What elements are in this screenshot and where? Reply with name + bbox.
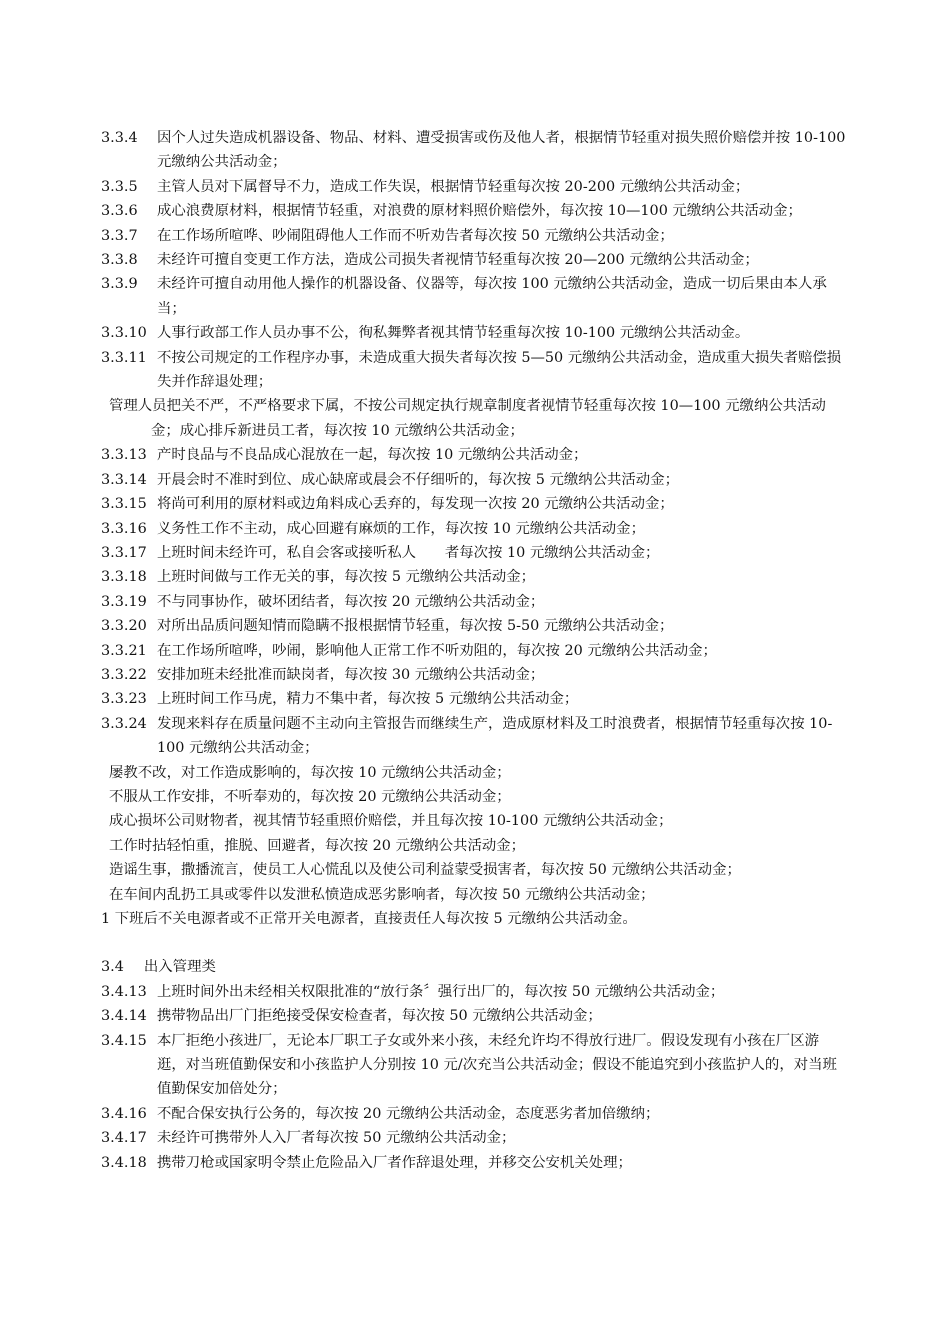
section-number: 3.4 — [101, 959, 124, 976]
clause-number: 3.3.16 — [101, 520, 147, 537]
clause-item — [0, 1102, 950, 1126]
clause-item — [0, 224, 950, 248]
clause-text: 不与同事协作，破坏团结者，每次按 20 元缴纳公共活动金； — [157, 593, 545, 610]
clause-item — [0, 639, 950, 663]
clause-item — [0, 492, 950, 516]
clause-text: 义务性工作不主动，成心回避有麻烦的工作，每次按 10 元缴纳公共活动金； — [157, 520, 645, 537]
clause-number: 3.4.18 — [101, 1154, 147, 1171]
clause-item — [0, 199, 950, 223]
clause-text: 将尚可利用的原材料或边角料成心丢弃的，每发现一次按 20 元缴纳公共活动金； — [157, 496, 674, 513]
clause-item — [0, 321, 950, 345]
unnumbered-clause: 在车间内乱扔工具或零件以发泄私愤造成恶劣影响者，每次按 50 元缴纳公共活动金； — [109, 886, 655, 903]
clause-text: 本厂拒绝小孩进厂，无论本厂职工子女或外来小孩，未经允许均不得放行进厂。假设发现有小孩在厂区游逛，对当班值勤保安和小孩监护人分别按 10 元/次充当公共活动金；假设不能追究到小孩监护人的，对当班值勤保安加倍处分； — [157, 1032, 837, 1098]
clause-number: 3.3.10 — [101, 325, 147, 342]
clause-text: 不配合保安执行公务的，每次按 20 元缴纳公共活动金，态度恶劣者加倍缴纳； — [157, 1105, 660, 1122]
unnumbered-clause: 工作时拈轻怕重，推脱、回避者，每次按 20 元缴纳公共活动金； — [109, 837, 526, 854]
clause-text: 主管人员对下属督导不力，造成工作失误，根据情节轻重每次按 20-200 元缴纳公共活动金； — [157, 178, 750, 195]
clause-number: 3.3.20 — [101, 618, 147, 635]
clause-item — [0, 1151, 950, 1175]
unnumbered-clause: 不服从工作安排，不听奉劝的，每次按 20 元缴纳公共活动金； — [109, 788, 511, 805]
clause-text: 上班时间做与工作无关的事，每次按 5 元缴纳公共活动金； — [157, 569, 536, 586]
clause-number: 3.3.17 — [101, 544, 147, 561]
clause-text: 在工作场所喧哗、吵闹阻碍他人工作而不听劝告者每次按 50 元缴纳公共活动金； — [157, 227, 674, 244]
clause-item — [0, 687, 950, 711]
clause-text: 发现来料存在质量问题不主动向主管报告而继续生产，造成原材料及工时浪费者，根据情节轻重每次按 10-100 元缴纳公共活动金； — [157, 715, 833, 757]
clause-text: 不按公司规定的工作程序办事，未造成重大损失者每次按 5—50 元缴纳公共活动金，造成重大损失者赔偿损失并作辞退处理； — [157, 349, 842, 391]
clause-item — [0, 1004, 950, 1028]
clause-number: 3.3.8 — [101, 252, 138, 269]
clause-text: 未经许可擅自动用他人操作的机器设备、仪器等，每次按 100 元缴纳公共活动金，造成一切后果由本人承当； — [157, 276, 827, 317]
clause-item — [0, 565, 950, 589]
clause-text: 上班时间未经许可，私自会客或接听私人 者每次按 10 元缴纳公共活动金； — [157, 544, 660, 561]
clause-number: 3.3.4 — [101, 130, 138, 146]
section-heading — [0, 955, 950, 979]
clause-number: 3.3.15 — [101, 496, 147, 513]
clause-text: 因个人过失造成机器设备、物品、材料、遭受损害或伤及他人者，根据情节轻重对损失照价赔偿并按 10-100 元缴纳公共活动金； — [157, 130, 846, 171]
clause-text: 上班时间工作马虎，精力不集中者，每次按 5 元缴纳公共活动金； — [157, 691, 579, 708]
clause-text: 安排加班未经批准而缺岗者，每次按 30 元缴纳公共活动金； — [157, 666, 545, 683]
clause-text: 成心浪费原材料，根据情节轻重，对浪费的原材料照价赔偿外，每次按 10—100 元缴纳公共活动金； — [157, 203, 802, 220]
clause-list-3-4 — [0, 980, 950, 1175]
clause-item — [0, 1029, 950, 1102]
clause-text: 在工作场所喧哗，吵闹，影响他人正常工作不听劝阻的，每次按 20 元缴纳公共活动金； — [157, 642, 717, 659]
clause-item — [0, 443, 950, 467]
section-title: 出入管理类 — [143, 959, 216, 976]
clause-number: 3.3.23 — [101, 691, 147, 708]
clause-item — [0, 346, 950, 395]
document-body — [0, 126, 950, 1175]
unnumbered-clause: 造谣生事，撒播流言，使员工人心慌乱以及使公司利益蒙受损害者，每次按 50 元缴纳公共活动金； — [109, 862, 741, 879]
clause-number: 3.4.13 — [101, 983, 147, 1000]
clause-number: 3.4.16 — [101, 1105, 147, 1122]
clause-text: 开晨会时不准时到位、成心缺席或晨会不仔细听的，每次按 5 元缴纳公共活动金； — [157, 471, 679, 488]
clause-item — [0, 248, 950, 272]
clause-text: 携带刀枪或国家明令禁止危险品入厂者作辞退处理，并移交公安机关处理； — [157, 1154, 632, 1171]
clause-number: 3.3.11 — [101, 349, 147, 366]
clause-item — [0, 272, 950, 321]
unnumbered-clause: 屡教不改，对工作造成影响的，每次按 10 元缴纳公共活动金； — [109, 764, 511, 781]
clause-item — [0, 590, 950, 614]
clause-text: 产时良品与不良品成心混放在一起，每次按 10 元缴纳公共活动金； — [157, 447, 588, 464]
clause-number: 3.4.15 — [101, 1032, 147, 1049]
clause-number: 3.3.14 — [101, 471, 147, 488]
clause-text: 人事行政部工作人员办事不公，徇私舞弊者视其情节轻重每次按 10-100 元缴纳公共活动金。 — [157, 325, 750, 342]
clause-item — [0, 126, 950, 175]
clause-item — [0, 614, 950, 638]
clause-number: 3.3.9 — [101, 276, 138, 293]
paragraph-spacer — [0, 931, 950, 955]
clause-text: 未经许可擅自变更工作方法，造成公司损失者视情节轻重每次按 20—200 元缴纳公共活动金； — [157, 252, 759, 269]
clause-number: 3.3.21 — [101, 642, 147, 659]
clause-list-3-3-a — [0, 126, 950, 394]
clause-item — [0, 1126, 950, 1150]
clause-item — [0, 468, 950, 492]
clause-item — [0, 517, 950, 541]
clause-text: 携带物品出厂门拒绝接受保安检查者，每次按 50 元缴纳公共活动金； — [157, 1008, 602, 1025]
clause-text: 未经许可携带外人入厂者每次按 50 元缴纳公共活动金； — [157, 1130, 516, 1147]
clause-number: 3.3.5 — [101, 178, 138, 195]
unnumbered-clause: 成心损坏公司财物者，视其情节轻重照价赔偿，并且每次按 10-100 元缴纳公共活动金； — [109, 813, 673, 830]
clause-number: 3.3.18 — [101, 569, 147, 586]
clause-number: 3.3.19 — [101, 593, 147, 610]
clause-number: 3.3.13 — [101, 447, 147, 464]
clause-power-off: 1 下班后不关电源者或不正常开关电源者，直接责任人每次按 5 元缴纳公共活动金。 — [101, 911, 637, 927]
clause-item — [0, 175, 950, 199]
clause-number: 3.3.7 — [101, 227, 138, 244]
clause-item — [0, 712, 950, 761]
clause-number: 3.3.6 — [101, 203, 138, 220]
clause-list-3-3-b — [0, 443, 950, 760]
clause-number: 3.3.22 — [101, 666, 147, 683]
clause-item — [0, 980, 950, 1004]
clause-text: 上班时间外出未经相关权限批准的“放行条〞强行出厂的，每次按 50 元缴纳公共活动金； — [157, 983, 725, 1000]
clause-item — [0, 663, 950, 687]
unnumbered-clause-list — [0, 761, 950, 907]
clause-number: 3.4.17 — [101, 1130, 147, 1147]
clause-item — [0, 541, 950, 565]
unnumbered-clause: 管理人员把关不严，不严格要求下属，不按公司规定执行规章制度者视情节轻重每次按 10—100 元缴纳公共活动金；成心排斥新进员工者，每次按 10 元缴纳公共活动金； — [109, 398, 826, 439]
clause-number: 3.3.24 — [101, 715, 147, 732]
clause-text: 对所出品质问题知情而隐瞒不报根据情节轻重，每次按 5-50 元缴纳公共活动金； — [157, 618, 674, 635]
clause-number: 3.4.14 — [101, 1008, 147, 1025]
